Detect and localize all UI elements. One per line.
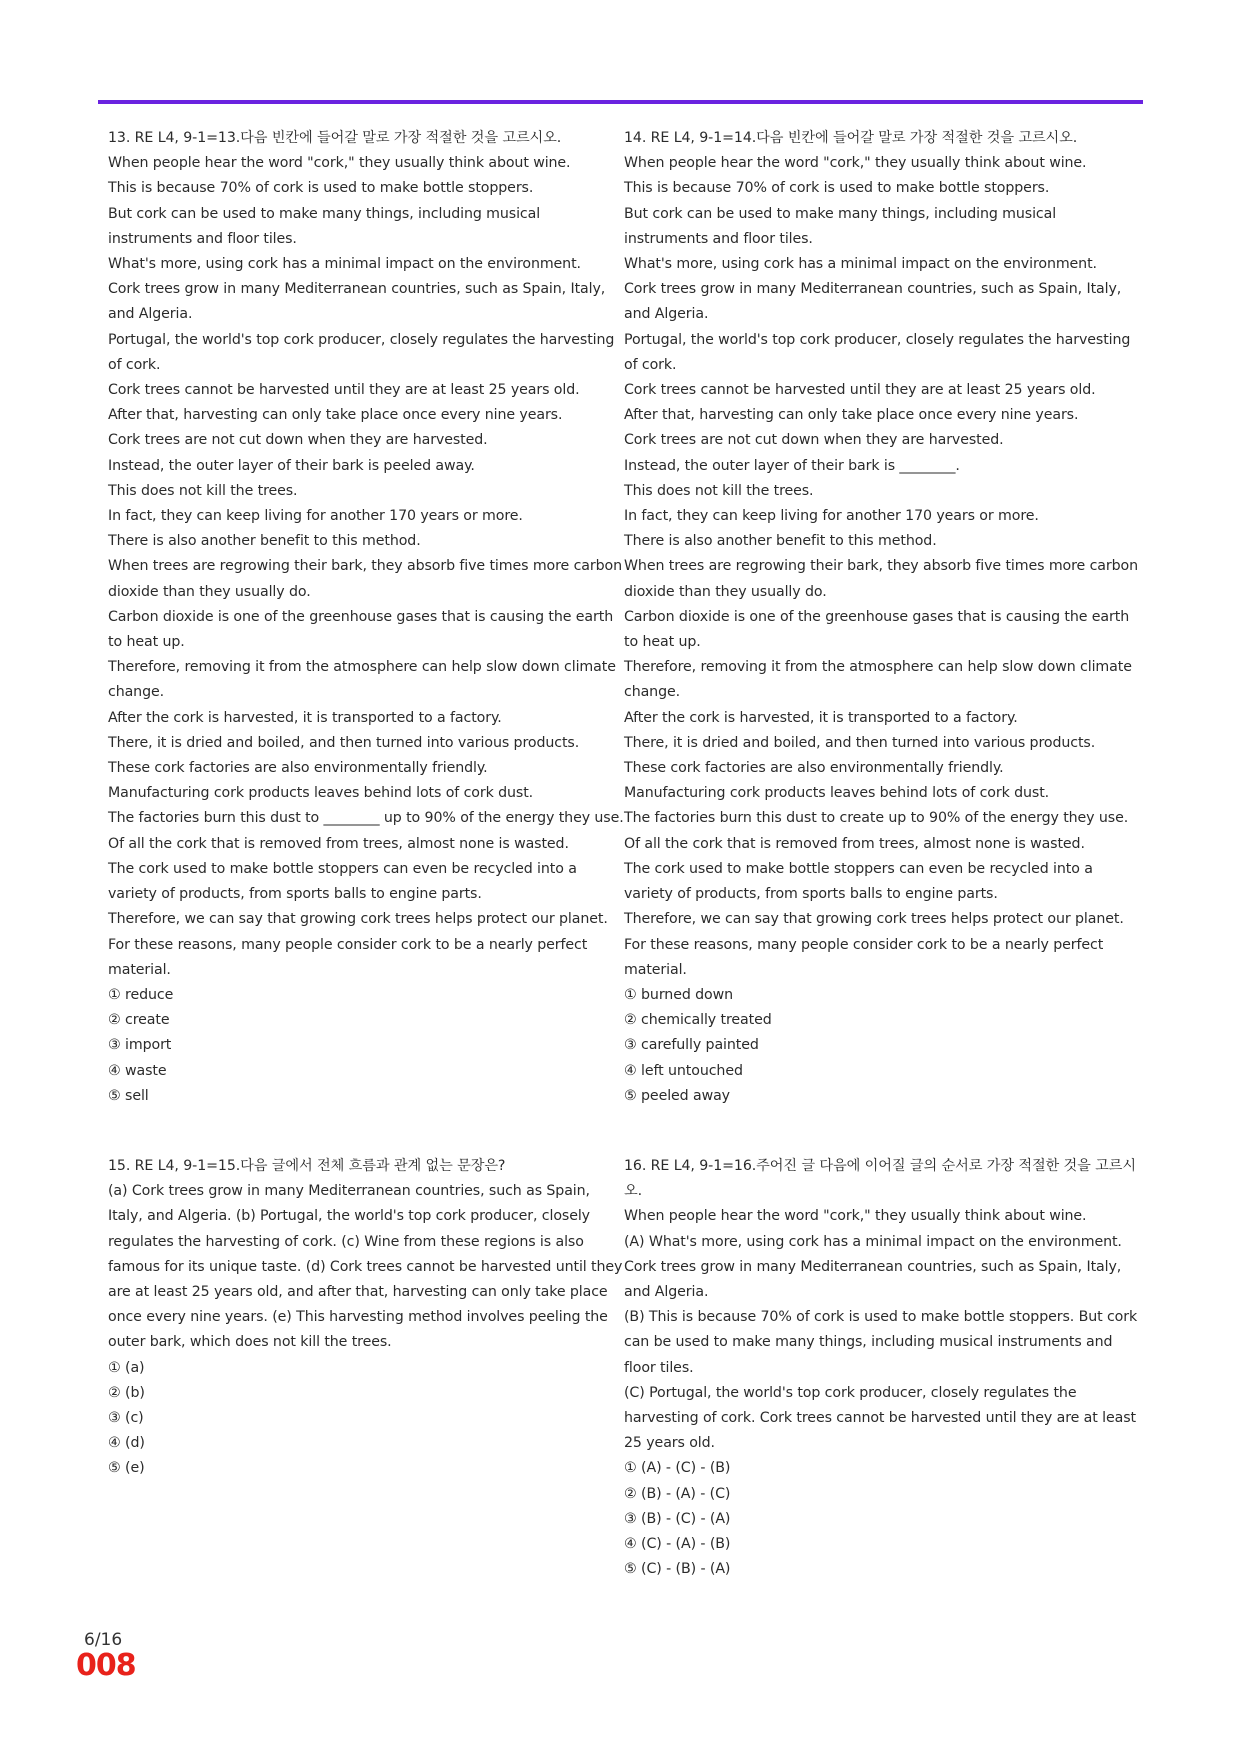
passage-line: After the cork is harvested, it is transported to a factory.: [624, 709, 1018, 726]
answer-option-5[interactable]: ⑤ (C) - (B) - (A): [624, 1561, 731, 1578]
document-code: 008: [76, 1648, 136, 1683]
passage-line: When people hear the word "cork," they usually think about wine.: [108, 155, 571, 172]
passage-line: These cork factories are also environmentally friendly.: [108, 760, 488, 777]
passage-line: Therefore, we can say that growing cork trees helps protect our planet.: [624, 911, 1124, 928]
passage-line: (B) This is because 70% of cork is used to make bottle stoppers. But cork can be used to make many things, including musical instruments and floor tiles.: [624, 1309, 1138, 1376]
question-16: [624, 1154, 1144, 1582]
passage-line: After that, harvesting can only take place once every nine years.: [108, 407, 563, 424]
question-title: 15. RE L4, 9-1=15.다음 글에서 전체 흐름과 관계 없는 문장은?: [108, 1158, 506, 1174]
passage-line: Carbon dioxide is one of the greenhouse gases that is causing the earth to heat up.: [108, 608, 614, 651]
passage-line: After that, harvesting can only take place once every nine years.: [624, 407, 1079, 424]
passage-line: Cork trees are not cut down when they are harvested.: [108, 432, 488, 449]
answer-option-1[interactable]: ① (A) - (C) - (B): [624, 1460, 731, 1477]
passage-line: Therefore, removing it from the atmosphere can help slow down climate change.: [624, 659, 1132, 701]
passage-line: The cork used to make bottle stoppers can even be recycled into a variety of products, from sports balls to engine parts.: [624, 860, 1093, 903]
passage-line: When trees are regrowing their bark, they absorb five times more carbon dioxide than they usually do.: [624, 558, 1138, 600]
passage-line: Instead, the outer layer of their bark is peeled away.: [108, 457, 475, 474]
passage-line: This does not kill the trees.: [624, 482, 814, 499]
passage-line: What's more, using cork has a minimal impact on the environment.: [624, 256, 1097, 273]
passage-line: For these reasons, many people consider cork to be a nearly perfect material.: [108, 936, 588, 978]
passage-line: For these reasons, many people consider cork to be a nearly perfect material.: [624, 936, 1104, 978]
passage-line: The factories burn this dust to create up to 90% of the energy they use.: [624, 810, 1129, 827]
question-13: [108, 126, 628, 1109]
passage-line: In fact, they can keep living for another 170 years or more.: [624, 508, 1039, 525]
answer-option-2[interactable]: ② create: [108, 1012, 170, 1029]
answer-option-5[interactable]: ⑤ (e): [108, 1460, 145, 1477]
passage-line: Of all the cork that is removed from trees, almost none is wasted.: [108, 835, 569, 852]
answer-option-2[interactable]: ② chemically treated: [624, 1012, 772, 1029]
passage-line: There is also another benefit to this method.: [108, 533, 421, 550]
passage-line: Manufacturing cork products leaves behind lots of cork dust.: [108, 785, 534, 802]
passage-line: This does not kill the trees.: [108, 482, 298, 499]
passage-line: After the cork is harvested, it is transported to a factory.: [108, 709, 502, 726]
question-title: 13. RE L4, 9-1=13.다음 빈칸에 들어갈 말로 가장 적절한 것을 고르시오.: [108, 130, 562, 146]
passage-line: When people hear the word "cork," they usually think about wine.: [624, 155, 1087, 172]
passage-line: There, it is dried and boiled, and then turned into various products.: [624, 734, 1096, 751]
answer-option-4[interactable]: ④ (d): [108, 1435, 145, 1452]
passage-line: There, it is dried and boiled, and then turned into various products.: [108, 734, 580, 751]
passage-line: Therefore, we can say that growing cork trees helps protect our planet.: [108, 911, 608, 928]
passage-line: Manufacturing cork products leaves behind lots of cork dust.: [624, 785, 1050, 802]
passage-line: Carbon dioxide is one of the greenhouse gases that is causing the earth to heat up.: [624, 608, 1130, 651]
passage-line: (A) What's more, using cork has a minimal impact on the environment. Cork trees grow in many Mediterranean countries, such as Spain, Italy, and Algeria.: [624, 1233, 1122, 1301]
passage-line: (a) Cork trees grow in many Mediterranean countries, such as Spain, Italy, and Algeria. (b) Portugal, the world's top cork producer, closely regulates the harvesting of cork. (c) Wine from these regions is also famous for its unique taste. (d) Cork trees cannot be harvested until they are at least 25 years old, and after that, harvesting can only take place once every nine years. (e) This harvesting method involves peeling the outer bark, which does not kill the trees.: [108, 1183, 623, 1351]
passage-line: Cork trees are not cut down when they are harvested.: [624, 432, 1004, 449]
answer-option-3[interactable]: ③ carefully painted: [624, 1037, 759, 1054]
answer-option-3[interactable]: ③ (B) - (C) - (A): [624, 1510, 731, 1527]
page-number: 6/16: [84, 1630, 123, 1650]
passage-line: But cork can be used to make many things, including musical instruments and floor tiles.: [624, 205, 1057, 247]
passage-line: The cork used to make bottle stoppers can even be recycled into a variety of products, from sports balls to engine parts.: [108, 860, 577, 903]
answer-option-2[interactable]: ② (b): [108, 1384, 145, 1401]
passage-line: Portugal, the world's top cork producer, closely regulates the harvesting of cork.: [108, 331, 615, 373]
passage-line: Of all the cork that is removed from trees, almost none is wasted.: [624, 835, 1085, 852]
passage-line: The factories burn this dust to ________ up to 90% of the energy they use.: [108, 810, 624, 827]
passage-line: Cork trees cannot be harvested until they are at least 25 years old.: [108, 382, 580, 399]
passage-line: When people hear the word "cork," they usually think about wine.: [624, 1208, 1087, 1225]
answer-option-4[interactable]: ④ left untouched: [624, 1062, 743, 1079]
passage-line: This is because 70% of cork is used to make bottle stoppers.: [108, 180, 534, 197]
answer-option-3[interactable]: ③ (c): [108, 1410, 144, 1427]
answer-option-5[interactable]: ⑤ peeled away: [624, 1087, 730, 1104]
passage-line: These cork factories are also environmentally friendly.: [624, 760, 1004, 777]
answer-option-4[interactable]: ④ (C) - (A) - (B): [624, 1536, 731, 1553]
answer-option-5[interactable]: ⑤ sell: [108, 1087, 149, 1104]
passage-line: Therefore, removing it from the atmosphere can help slow down climate change.: [108, 659, 616, 701]
question-15: [108, 1154, 628, 1482]
passage-line: Cork trees cannot be harvested until they are at least 25 years old.: [624, 382, 1096, 399]
question-title: 14. RE L4, 9-1=14.다음 빈칸에 들어갈 말로 가장 적절한 것을 고르시오.: [624, 130, 1078, 146]
header-divider: [98, 100, 1143, 104]
question-title: 16. RE L4, 9-1=16.주어진 글 다음에 이어질 글의 순서로 가장 적절한 것을 고르시오.: [624, 1158, 1136, 1200]
passage-line: Cork trees grow in many Mediterranean countries, such as Spain, Italy, and Algeria.: [108, 281, 606, 323]
passage-line: (C) Portugal, the world's top cork producer, closely regulates the harvesting of cork. Cork trees cannot be harvested until they are at least 25 years old.: [624, 1384, 1136, 1452]
question-14: [624, 126, 1144, 1109]
passage-line: Instead, the outer layer of their bark is ________.: [624, 457, 960, 474]
answer-option-1[interactable]: ① (a): [108, 1359, 145, 1376]
passage-line: This is because 70% of cork is used to make bottle stoppers.: [624, 180, 1050, 197]
passage-line: But cork can be used to make many things, including musical instruments and floor tiles.: [108, 205, 541, 247]
answer-option-3[interactable]: ③ import: [108, 1037, 172, 1054]
answer-option-4[interactable]: ④ waste: [108, 1062, 167, 1079]
answer-option-1[interactable]: ① burned down: [624, 986, 734, 1003]
passage-line: Cork trees grow in many Mediterranean countries, such as Spain, Italy, and Algeria.: [624, 281, 1122, 323]
answer-option-2[interactable]: ② (B) - (A) - (C): [624, 1485, 731, 1502]
passage-line: Portugal, the world's top cork producer, closely regulates the harvesting of cork.: [624, 331, 1131, 373]
passage-line: What's more, using cork has a minimal impact on the environment.: [108, 256, 581, 273]
passage-line: In fact, they can keep living for another 170 years or more.: [108, 508, 523, 525]
answer-option-1[interactable]: ① reduce: [108, 986, 174, 1003]
passage-line: There is also another benefit to this method.: [624, 533, 937, 550]
passage-line: When trees are regrowing their bark, they absorb five times more carbon dioxide than they usually do.: [108, 558, 622, 600]
